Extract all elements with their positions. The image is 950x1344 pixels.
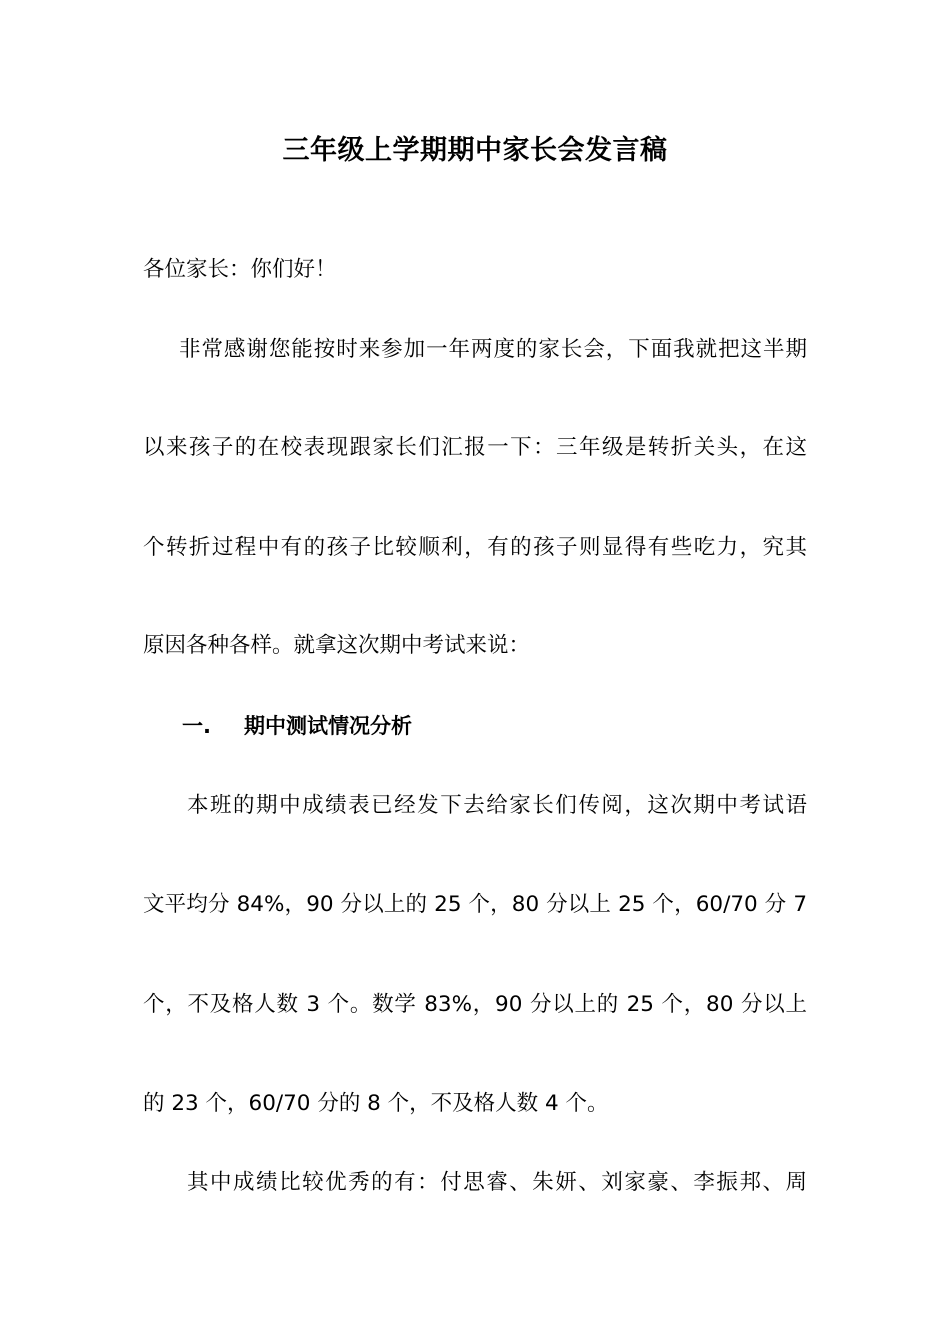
paragraph-1-line-2: 以来孩子的在校表现跟家长们汇报一下：三年级是转折关头，在这 [143, 435, 807, 460]
paragraph-1-line-1: 非常感谢您能按时来参加一年两度的家长会，下面我就把这半期 [179, 337, 807, 362]
section-heading [182, 710, 412, 742]
paragraph-2-line-1: 本班的期中成绩表已经发下去给家长们传阅，这次期中考试语 [187, 793, 807, 818]
section-title: 期中测试情况分析 [244, 714, 412, 738]
paragraph-2-line-2: 文平均分 84%，90 分以上的 25 个，80 分以上 25 个，60/70 分 7 [143, 892, 807, 917]
paragraph-1-line-4: 原因各种各样。就拿这次期中考试来说： [143, 633, 531, 658]
paragraph-2-line-4: 的 23 个，60/70 分的 8 个，不及格人数 4 个。 [143, 1091, 609, 1116]
paragraph-1-line-3: 个转折过程中有的孩子比较顺利，有的孩子则显得有些吃力，究其 [143, 535, 807, 560]
paragraph-3-line-1: 其中成绩比较优秀的有：付思睿、朱妍、刘家豪、李振邦、周 [187, 1170, 807, 1195]
section-number: 一. [182, 714, 211, 738]
document-title: 三年级上学期期中家长会发言稿 [282, 135, 668, 166]
paragraph-2-line-3: 个，不及格人数 3 个。数学 83%，90 分以上的 25 个，80 分以上 [143, 992, 807, 1017]
greeting: 各位家长：你们好！ [143, 257, 337, 282]
